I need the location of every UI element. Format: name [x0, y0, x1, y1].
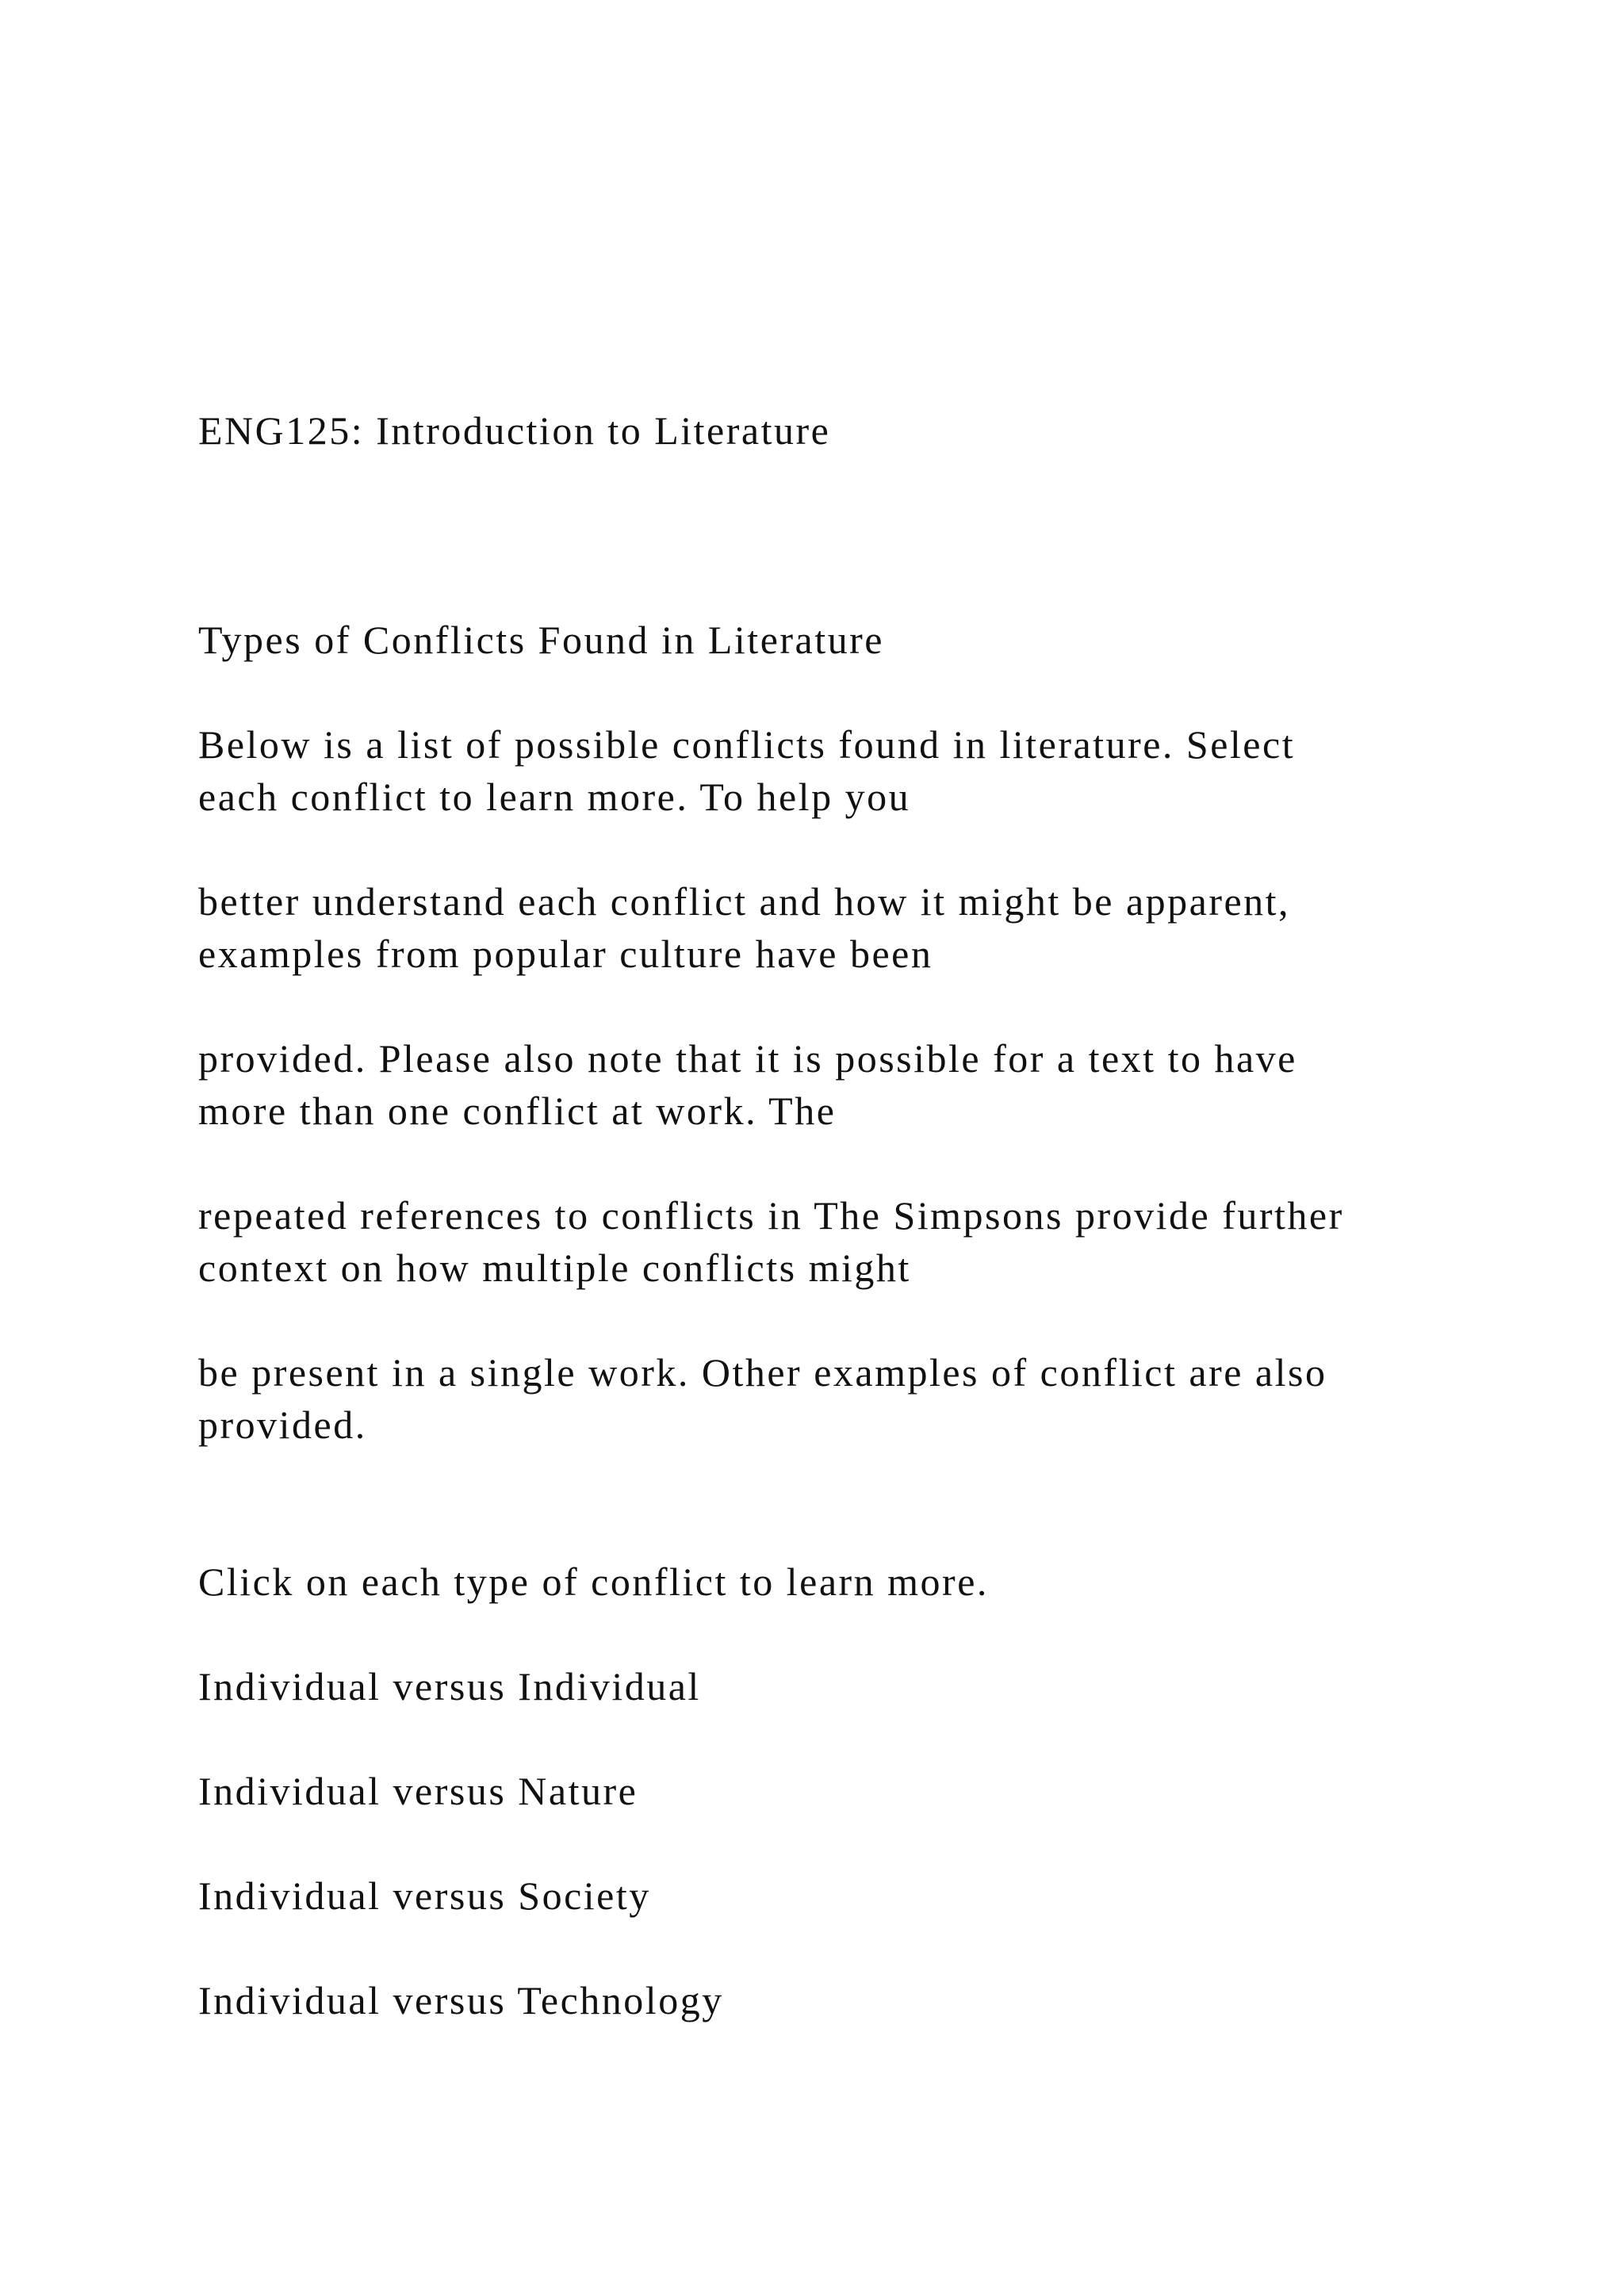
intro-paragraph-2-line-1: better understand each conflict and how it might be apparent,	[198, 879, 1291, 924]
intro-paragraph-3-line-1: provided. Please also note that it is possible for a text to have	[198, 1036, 1297, 1081]
instruction-text: Click on each type of conflict to learn more.	[198, 1559, 989, 1604]
intro-paragraph-5-line-2: provided.	[198, 1402, 367, 1447]
intro-paragraph-1-line-2: each conflict to learn more. To help you	[198, 775, 911, 819]
conflict-item-individual-vs-society[interactable]: Individual versus Society	[198, 1873, 651, 1918]
intro-paragraph-2-line-2: examples from popular culture have been	[198, 932, 933, 976]
section-title: Types of Conflicts Found in Literature	[198, 618, 884, 662]
conflict-item-individual-vs-individual[interactable]: Individual versus Individual	[198, 1664, 701, 1709]
intro-paragraph-5-line-1: be present in a single work. Other examples of conflict are also	[198, 1350, 1327, 1395]
conflict-item-individual-vs-nature[interactable]: Individual versus Nature	[198, 1769, 638, 1813]
intro-paragraph-3-line-2: more than one conflict at work. The	[198, 1089, 837, 1133]
intro-paragraph-1-line-1: Below is a list of possible conflicts found in literature. Select	[198, 722, 1296, 767]
course-title: ENG125: Introduction to Literature	[198, 408, 831, 453]
intro-paragraph-4-line-1: repeated references to conflicts in The Simpsons provide further	[198, 1193, 1344, 1238]
conflict-item-individual-vs-technology[interactable]: Individual versus Technology	[198, 1978, 724, 2022]
intro-paragraph-4-line-2: context on how multiple conflicts might	[198, 1246, 911, 1290]
